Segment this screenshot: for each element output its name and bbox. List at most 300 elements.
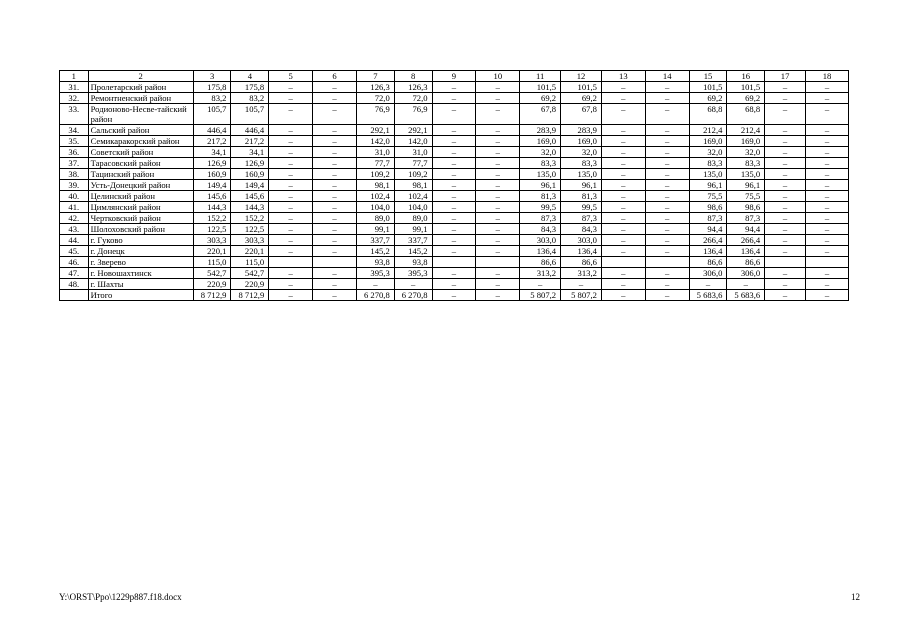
table-cell: 98,6	[689, 202, 727, 213]
table-cell	[476, 257, 520, 268]
table-cell: –	[765, 125, 806, 136]
table-cell: 135,0	[689, 169, 727, 180]
table-header-row	[60, 71, 849, 82]
row-name: Чертковский район	[88, 213, 193, 224]
table-cell: –	[601, 169, 645, 180]
row-name: Итого	[88, 290, 193, 301]
table-cell: 96,1	[689, 180, 727, 191]
table-cell: –	[269, 136, 313, 147]
table-cell: 99,5	[520, 202, 561, 213]
table-cell	[645, 257, 689, 268]
table-cell: 86,6	[727, 257, 765, 268]
table-cell: 160,9	[193, 169, 231, 180]
table-cell: –	[645, 191, 689, 202]
table-cell: 94,4	[689, 224, 727, 235]
table-cell: 75,5	[727, 191, 765, 202]
table-cell: –	[805, 202, 848, 213]
table-cell: –	[765, 136, 806, 147]
table-cell: 313,2	[520, 268, 561, 279]
table-cell: 115,0	[231, 257, 269, 268]
table-cell: 149,4	[231, 180, 269, 191]
row-number: 36.	[60, 147, 89, 158]
table-cell: –	[645, 224, 689, 235]
table-cell: –	[601, 104, 645, 125]
table-cell: –	[561, 279, 602, 290]
table-row	[60, 158, 849, 169]
table-cell: –	[645, 136, 689, 147]
table-cell: –	[432, 147, 476, 158]
table-cell: 69,2	[689, 93, 727, 104]
table-cell: –	[476, 136, 520, 147]
table-cell: 136,4	[727, 246, 765, 257]
table-cell: –	[313, 136, 357, 147]
table-cell: 145,2	[394, 246, 432, 257]
table-cell: –	[765, 93, 806, 104]
table-cell: –	[432, 125, 476, 136]
table-cell: –	[601, 235, 645, 246]
data-table	[59, 70, 849, 301]
table-cell: –	[313, 147, 357, 158]
table-cell: –	[269, 191, 313, 202]
table-cell	[765, 257, 806, 268]
table-row	[60, 169, 849, 180]
table-cell: –	[476, 82, 520, 93]
row-name: Тарасовский район	[88, 158, 193, 169]
table-cell: –	[476, 279, 520, 290]
table-cell: –	[432, 279, 476, 290]
table-cell: –	[645, 268, 689, 279]
table-cell: –	[313, 213, 357, 224]
table-cell: –	[432, 202, 476, 213]
table-cell: –	[313, 290, 357, 301]
table-cell: –	[805, 213, 848, 224]
table-cell: –	[269, 290, 313, 301]
table-cell: 77,7	[356, 158, 394, 169]
table-cell: –	[645, 104, 689, 125]
table-cell: –	[476, 213, 520, 224]
table-cell: 69,2	[561, 93, 602, 104]
table-cell: 152,2	[231, 213, 269, 224]
table-cell: –	[601, 147, 645, 158]
table-cell: –	[601, 268, 645, 279]
table-cell: –	[269, 213, 313, 224]
table-cell: –	[476, 158, 520, 169]
table-cell: –	[765, 191, 806, 202]
table-cell: 5 683,6	[727, 290, 765, 301]
table-cell: –	[689, 279, 727, 290]
row-number: 48.	[60, 279, 89, 290]
table-cell: –	[476, 202, 520, 213]
row-name: г. Гуково	[88, 235, 193, 246]
table-cell: 31,0	[356, 147, 394, 158]
row-number: 47.	[60, 268, 89, 279]
table-cell: 87,3	[561, 213, 602, 224]
table-cell: –	[601, 213, 645, 224]
table-cell: 76,9	[394, 104, 432, 125]
table-cell	[432, 257, 476, 268]
table-cell: 32,0	[727, 147, 765, 158]
table-cell: 145,2	[356, 246, 394, 257]
table-cell: 142,0	[356, 136, 394, 147]
table-cell: 169,0	[727, 136, 765, 147]
table-cell: –	[765, 224, 806, 235]
table-row	[60, 235, 849, 246]
table-cell: 96,1	[561, 180, 602, 191]
table-cell: –	[805, 158, 848, 169]
table-cell: 84,3	[520, 224, 561, 235]
table-cell: 145,6	[193, 191, 231, 202]
page-number: 12	[851, 592, 860, 602]
row-number: 46.	[60, 257, 89, 268]
table-cell: 6 270,8	[394, 290, 432, 301]
table-cell: –	[765, 290, 806, 301]
table-cell: 135,0	[561, 169, 602, 180]
table-cell: –	[269, 224, 313, 235]
row-name: г. Зверево	[88, 257, 193, 268]
table-cell	[313, 257, 357, 268]
row-number: 39.	[60, 180, 89, 191]
table-cell: 94,4	[727, 224, 765, 235]
table-cell: –	[601, 290, 645, 301]
table-cell: –	[601, 136, 645, 147]
row-number: 32.	[60, 93, 89, 104]
table-cell: –	[313, 93, 357, 104]
table-row	[60, 213, 849, 224]
table-cell: 303,3	[231, 235, 269, 246]
table-cell: 220,1	[231, 246, 269, 257]
table-cell: –	[269, 202, 313, 213]
table-cell: –	[805, 268, 848, 279]
table-cell: –	[313, 202, 357, 213]
table-cell: –	[313, 125, 357, 136]
row-number: 38.	[60, 169, 89, 180]
table-cell: –	[765, 202, 806, 213]
table-cell: –	[645, 125, 689, 136]
table-cell: –	[432, 290, 476, 301]
table-cell: –	[432, 213, 476, 224]
table-cell: –	[805, 93, 848, 104]
table-cell: –	[645, 93, 689, 104]
table-cell: 160,9	[231, 169, 269, 180]
table-cell: –	[313, 82, 357, 93]
table-cell: 115,0	[193, 257, 231, 268]
table-cell: –	[645, 82, 689, 93]
table-cell: 337,7	[356, 235, 394, 246]
table-cell: –	[476, 180, 520, 191]
row-name: г. Донецк	[88, 246, 193, 257]
table-cell: –	[765, 82, 806, 93]
table-cell: 105,7	[231, 104, 269, 125]
table-cell: 98,1	[394, 180, 432, 191]
table-cell: –	[432, 224, 476, 235]
table-cell: –	[432, 169, 476, 180]
table-cell: 122,5	[231, 224, 269, 235]
table-cell: 101,5	[689, 82, 727, 93]
table-cell: 217,2	[231, 136, 269, 147]
column-header: 18	[805, 71, 848, 82]
table-cell: –	[805, 235, 848, 246]
table-cell: 283,9	[561, 125, 602, 136]
table-cell: 96,1	[520, 180, 561, 191]
table-cell: 144,3	[193, 202, 231, 213]
table-cell: 283,9	[520, 125, 561, 136]
table-cell: 266,4	[689, 235, 727, 246]
table-cell: 152,2	[193, 213, 231, 224]
table-cell: –	[432, 180, 476, 191]
table-cell: 89,0	[356, 213, 394, 224]
column-header: 12	[561, 71, 602, 82]
table-cell: –	[601, 224, 645, 235]
table-cell: 169,0	[561, 136, 602, 147]
table-cell: –	[269, 246, 313, 257]
table-cell: –	[601, 246, 645, 257]
table-cell: –	[269, 82, 313, 93]
table-cell	[269, 257, 313, 268]
row-name: Целинский район	[88, 191, 193, 202]
table-cell: –	[432, 158, 476, 169]
table-cell: 104,0	[356, 202, 394, 213]
table-cell: 145,6	[231, 191, 269, 202]
table-row	[60, 125, 849, 136]
table-cell: 135,0	[520, 169, 561, 180]
table-cell: 542,7	[231, 268, 269, 279]
table-cell: 83,3	[561, 158, 602, 169]
table-cell: 446,4	[231, 125, 269, 136]
table-cell: –	[313, 279, 357, 290]
column-header: 1	[60, 71, 89, 82]
row-number: 35.	[60, 136, 89, 147]
table-cell: 102,4	[356, 191, 394, 202]
table-cell: –	[269, 104, 313, 125]
table-cell: 93,8	[394, 257, 432, 268]
column-header: 10	[476, 71, 520, 82]
table-row	[60, 246, 849, 257]
column-header: 9	[432, 71, 476, 82]
table-cell: –	[601, 191, 645, 202]
footer-file-path: Y:\ORST\Ppo\1229p887.f18.docx	[59, 592, 182, 602]
table-cell: 175,8	[193, 82, 231, 93]
table-cell: –	[645, 279, 689, 290]
table-cell: 32,0	[561, 147, 602, 158]
table-cell: –	[356, 279, 394, 290]
table-cell: 93,8	[356, 257, 394, 268]
table-cell: 126,3	[394, 82, 432, 93]
table-cell: 8 712,9	[231, 290, 269, 301]
table-cell: –	[476, 246, 520, 257]
table-cell: –	[476, 169, 520, 180]
table-cell: 76,9	[356, 104, 394, 125]
table-cell: –	[765, 180, 806, 191]
table-cell: 136,4	[561, 246, 602, 257]
row-name: г. Шахты	[88, 279, 193, 290]
table-cell: –	[645, 158, 689, 169]
table-cell: 83,2	[231, 93, 269, 104]
table-cell: 109,2	[356, 169, 394, 180]
table-cell: –	[432, 82, 476, 93]
table-cell: 126,9	[193, 158, 231, 169]
row-number: 44.	[60, 235, 89, 246]
table-cell: 303,3	[193, 235, 231, 246]
table-cell: –	[805, 191, 848, 202]
table-cell: –	[313, 235, 357, 246]
table-cell: 81,3	[520, 191, 561, 202]
table-cell: –	[645, 202, 689, 213]
table-cell: 69,2	[520, 93, 561, 104]
table-cell: –	[432, 246, 476, 257]
table-cell: 87,3	[727, 213, 765, 224]
table-cell: –	[765, 235, 806, 246]
table-cell: –	[269, 180, 313, 191]
column-header: 3	[193, 71, 231, 82]
table-cell: 99,5	[561, 202, 602, 213]
table-cell: 86,6	[689, 257, 727, 268]
table-cell: 83,2	[193, 93, 231, 104]
table-cell: –	[432, 268, 476, 279]
table-cell: 126,9	[231, 158, 269, 169]
table-cell: –	[432, 104, 476, 125]
row-number: 37.	[60, 158, 89, 169]
table-cell: 126,3	[356, 82, 394, 93]
table-cell: –	[476, 191, 520, 202]
table-cell: –	[645, 180, 689, 191]
table-cell: –	[476, 93, 520, 104]
table-cell: –	[601, 93, 645, 104]
table-cell: 542,7	[193, 268, 231, 279]
row-number: 31.	[60, 82, 89, 93]
table-cell: 101,5	[561, 82, 602, 93]
table-cell: 101,5	[727, 82, 765, 93]
table-cell: 8 712,9	[193, 290, 231, 301]
row-number: 40.	[60, 191, 89, 202]
table-cell: 169,0	[689, 136, 727, 147]
table-cell: 34,1	[193, 147, 231, 158]
column-header: 8	[394, 71, 432, 82]
table-cell: –	[313, 169, 357, 180]
row-number: 42.	[60, 213, 89, 224]
table-cell: 5 807,2	[561, 290, 602, 301]
table-cell: 136,4	[689, 246, 727, 257]
table-cell: –	[269, 125, 313, 136]
table-cell: –	[432, 235, 476, 246]
table-cell: –	[805, 104, 848, 125]
table-cell: –	[520, 279, 561, 290]
column-header: 14	[645, 71, 689, 82]
table-cell: –	[805, 147, 848, 158]
table-cell: 104,0	[394, 202, 432, 213]
table-cell: –	[476, 235, 520, 246]
table-cell: –	[476, 125, 520, 136]
table-cell: –	[313, 158, 357, 169]
column-header: 17	[765, 71, 806, 82]
table-cell: 292,1	[394, 125, 432, 136]
table-cell: –	[765, 213, 806, 224]
column-header: 5	[269, 71, 313, 82]
table-row	[60, 191, 849, 202]
table-cell: 5 807,2	[520, 290, 561, 301]
table-row	[60, 224, 849, 235]
table-cell: 292,1	[356, 125, 394, 136]
table-cell: –	[805, 180, 848, 191]
row-number: 43.	[60, 224, 89, 235]
table-cell: –	[645, 290, 689, 301]
table-cell: –	[313, 180, 357, 191]
table-cell: 72,0	[394, 93, 432, 104]
table-cell: –	[313, 246, 357, 257]
row-name: г. Новошахтинск	[88, 268, 193, 279]
table-cell: –	[645, 246, 689, 257]
table-cell: 303,0	[520, 235, 561, 246]
table-cell: 89,0	[394, 213, 432, 224]
table-cell: 102,4	[394, 191, 432, 202]
table-cell: –	[765, 158, 806, 169]
table-cell: 135,0	[727, 169, 765, 180]
table-cell: –	[601, 158, 645, 169]
table-cell: –	[765, 246, 806, 257]
table-cell: 75,5	[689, 191, 727, 202]
table-cell: –	[476, 290, 520, 301]
table-row	[60, 82, 849, 93]
table-cell: 83,3	[520, 158, 561, 169]
table-cell: –	[269, 279, 313, 290]
table-cell: –	[313, 224, 357, 235]
table-cell: 109,2	[394, 169, 432, 180]
table-cell: –	[476, 147, 520, 158]
table-cell: –	[269, 268, 313, 279]
table-cell: 395,3	[356, 268, 394, 279]
table-cell: 98,6	[727, 202, 765, 213]
table-cell: 84,3	[561, 224, 602, 235]
row-name: Усть-Донецкий район	[88, 180, 193, 191]
table-cell: 67,8	[561, 104, 602, 125]
table-row	[60, 290, 849, 301]
table-cell: 96,1	[727, 180, 765, 191]
table-cell: 220,9	[231, 279, 269, 290]
column-header: 13	[601, 71, 645, 82]
table-cell: –	[805, 224, 848, 235]
column-header: 11	[520, 71, 561, 82]
row-name: Сальский район	[88, 125, 193, 136]
table-cell: –	[765, 169, 806, 180]
table-cell: 220,9	[193, 279, 231, 290]
table-cell: 99,1	[356, 224, 394, 235]
table-cell: 122,5	[193, 224, 231, 235]
table-cell: –	[765, 268, 806, 279]
row-name: Родионово-Несве-тайский район	[88, 104, 193, 125]
table-cell: 306,0	[689, 268, 727, 279]
table-cell: 149,4	[193, 180, 231, 191]
table-cell: –	[765, 104, 806, 125]
table-cell: 306,0	[727, 268, 765, 279]
row-number: 33.	[60, 104, 89, 125]
row-name: Тацинский район	[88, 169, 193, 180]
table-cell: 212,4	[689, 125, 727, 136]
table-cell: 87,3	[689, 213, 727, 224]
table-cell: –	[805, 279, 848, 290]
table-cell: 32,0	[689, 147, 727, 158]
table-cell: 86,6	[520, 257, 561, 268]
column-header: 4	[231, 71, 269, 82]
column-header: 6	[313, 71, 357, 82]
table-cell: –	[313, 104, 357, 125]
table-cell: 142,0	[394, 136, 432, 147]
row-number: 45.	[60, 246, 89, 257]
table-cell: –	[269, 169, 313, 180]
table-cell	[601, 257, 645, 268]
table-cell: –	[313, 268, 357, 279]
table-cell: 83,3	[689, 158, 727, 169]
table-cell: –	[805, 246, 848, 257]
table-cell: –	[765, 147, 806, 158]
